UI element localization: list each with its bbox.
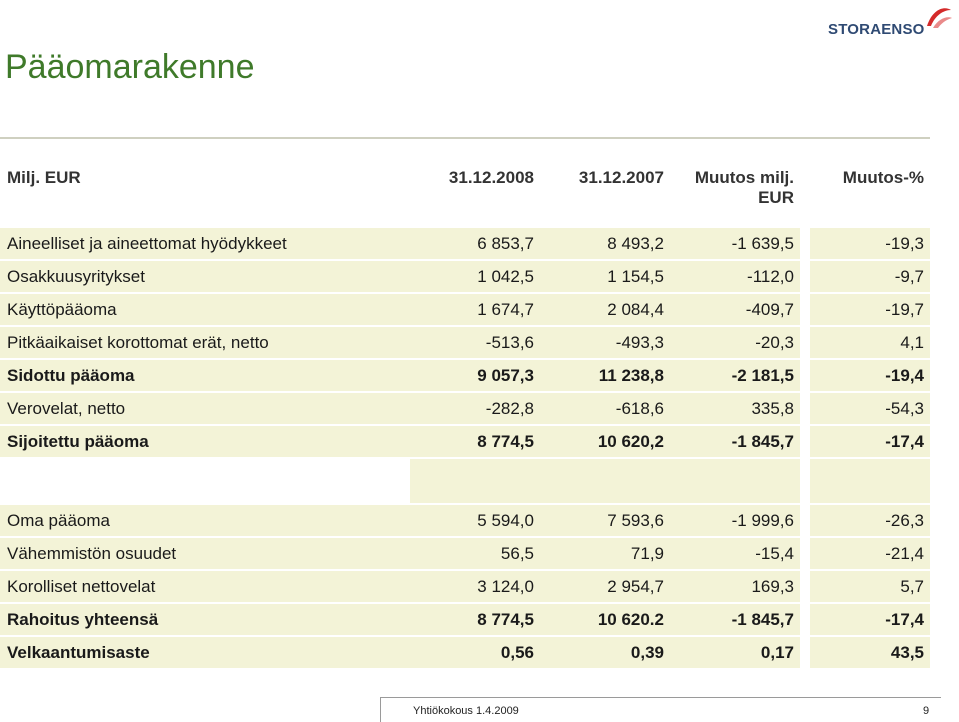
table-row: [0, 537, 930, 570]
row-value-v2008: 9 057,3: [410, 359, 540, 392]
row-value-v2007: 10 620.2: [540, 603, 670, 636]
row-value-change: 0,17: [670, 636, 800, 669]
table-row: [0, 636, 930, 669]
row-value-change: -1 999,6: [670, 504, 800, 537]
column-header-2008: 31.12.2008: [410, 160, 540, 227]
row-value-change: -1 845,7: [670, 425, 800, 458]
table-row: [0, 425, 930, 458]
row-value-pct: -19,4: [810, 359, 930, 392]
storaenso-logo: [828, 4, 954, 38]
row-value-pct: -19,3: [810, 227, 930, 260]
table-row: [0, 570, 930, 603]
row-value-v2007: 1 154,5: [540, 260, 670, 293]
row-value-change: -1 845,7: [670, 603, 800, 636]
table-spacer-row: [0, 458, 930, 504]
table-row: [0, 603, 930, 636]
table-row: [0, 326, 930, 359]
row-value-v2008: 5 594,0: [410, 504, 540, 537]
table-row: [0, 227, 930, 260]
row-value-v2007: -493,3: [540, 326, 670, 359]
row-label: Pitkäaikaiset korottomat erät, netto: [0, 326, 410, 359]
row-label: Verovelat, netto: [0, 392, 410, 425]
table-row: [0, 260, 930, 293]
row-value-pct: 43,5: [810, 636, 930, 669]
row-label: Vähemmistön osuudet: [0, 537, 410, 570]
column-header-change-pct: Muutos-%: [810, 160, 930, 227]
row-label: Sijoitettu pääoma: [0, 425, 410, 458]
row-value-change: -15,4: [670, 537, 800, 570]
row-value-v2008: 56,5: [410, 537, 540, 570]
table-row: [0, 359, 930, 392]
row-value-v2008: -282,8: [410, 392, 540, 425]
row-value-v2008: 1 674,7: [410, 293, 540, 326]
row-value-v2007: -618,6: [540, 392, 670, 425]
row-value-v2007: 8 493,2: [540, 227, 670, 260]
row-value-v2008: 0,56: [410, 636, 540, 669]
row-value-v2007: 71,9: [540, 537, 670, 570]
row-value-change: -20,3: [670, 326, 800, 359]
logo-mark-icon: [923, 4, 953, 30]
row-value-v2008: 3 124,0: [410, 570, 540, 603]
row-value-change: -2 181,5: [670, 359, 800, 392]
footer-meeting-label: Yhtiökokous 1.4.2009: [413, 705, 519, 717]
row-value-v2008: -513,6: [410, 326, 540, 359]
capital-structure-table: [0, 160, 930, 670]
row-label: Osakkuusyritykset: [0, 260, 410, 293]
page-title: Pääomarakenne: [5, 48, 255, 86]
table-header-row: [0, 160, 930, 227]
row-value-pct: -54,3: [810, 392, 930, 425]
row-value-v2007: 11 238,8: [540, 359, 670, 392]
row-label: Sidottu pääoma: [0, 359, 410, 392]
row-value-change: 335,8: [670, 392, 800, 425]
row-value-change: 169,3: [670, 570, 800, 603]
column-header-change: Muutos milj. EUR: [670, 160, 800, 227]
row-value-v2007: 10 620,2: [540, 425, 670, 458]
row-value-v2007: 2 084,4: [540, 293, 670, 326]
row-value-change: -1 639,5: [670, 227, 800, 260]
row-value-v2007: 7 593,6: [540, 504, 670, 537]
row-value-change: -409,7: [670, 293, 800, 326]
table-row: [0, 293, 930, 326]
row-value-v2007: 2 954,7: [540, 570, 670, 603]
row-value-pct: 4,1: [810, 326, 930, 359]
row-value-pct: -26,3: [810, 504, 930, 537]
row-label: Rahoitus yhteensä: [0, 603, 410, 636]
row-value-pct: -17,4: [810, 425, 930, 458]
row-value-v2007: 0,39: [540, 636, 670, 669]
row-label: Käyttöpääoma: [0, 293, 410, 326]
row-value-pct: -21,4: [810, 537, 930, 570]
column-header-label: Milj. EUR: [0, 160, 410, 227]
row-value-pct: -19,7: [810, 293, 930, 326]
row-value-pct: 5,7: [810, 570, 930, 603]
title-divider: [0, 137, 930, 139]
row-value-v2008: 8 774,5: [410, 603, 540, 636]
row-label: Aineelliset ja aineettomat hyödykkeet: [0, 227, 410, 260]
logo-text: STORAENSO: [828, 21, 925, 38]
row-label: Korolliset nettovelat: [0, 570, 410, 603]
table-row: [0, 392, 930, 425]
row-value-v2008: 6 853,7: [410, 227, 540, 260]
row-value-v2008: 8 774,5: [410, 425, 540, 458]
column-header-2007: 31.12.2007: [540, 160, 670, 227]
table-row: [0, 504, 930, 537]
row-value-v2008: 1 042,5: [410, 260, 540, 293]
row-value-change: -112,0: [670, 260, 800, 293]
row-label: Oma pääoma: [0, 504, 410, 537]
page-number: 9: [923, 705, 930, 717]
row-value-pct: -17,4: [810, 603, 930, 636]
row-label: Velkaantumisaste: [0, 636, 410, 669]
row-value-pct: -9,7: [810, 260, 930, 293]
